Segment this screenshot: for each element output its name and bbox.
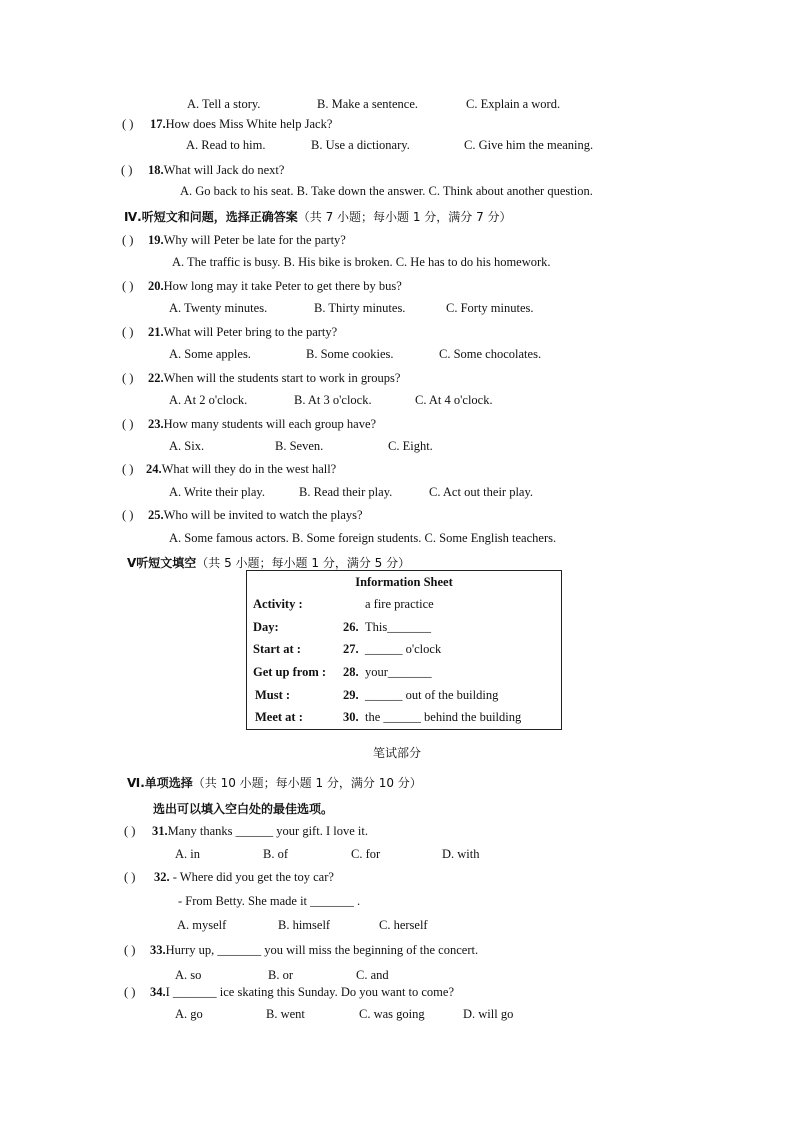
question-22 <box>148 371 400 386</box>
question-24 <box>146 462 336 477</box>
answer-blank-25[interactable]: ( ) <box>122 508 134 522</box>
q32-option-b[interactable]: B. himself <box>278 918 331 932</box>
question-text: Many thanks ______ your gift. I love it. <box>167 824 368 838</box>
info-label: Start at : <box>253 642 301 657</box>
question-number: 33. <box>150 943 166 957</box>
q33-option-a[interactable]: A. so <box>175 968 202 982</box>
info-number: 30. <box>343 710 359 725</box>
question-number: 19. <box>148 233 164 247</box>
question-text: How many students will each group have? <box>163 417 377 431</box>
q24-option-a[interactable]: A. Write their play. <box>169 485 265 499</box>
q17-option-c[interactable]: C. Give him the meaning. <box>464 138 594 152</box>
answer-blank-24[interactable]: ( ) <box>122 462 134 476</box>
info-row-meet <box>247 706 562 729</box>
question-text: I _______ ice skating this Sunday. Do you want to come? <box>165 985 455 999</box>
info-number: 26. <box>343 619 359 634</box>
info-number: 27. <box>343 642 359 657</box>
question-text: Hurry up, _______ you will miss the beginning of the concert. <box>165 943 479 957</box>
q33-option-c[interactable]: C. and <box>356 968 389 982</box>
q23-option-b[interactable]: B. Seven. <box>275 439 324 453</box>
written-part-heading: 笔试部分 <box>372 746 421 760</box>
q24-option-b[interactable]: B. Read their play. <box>299 485 393 499</box>
info-label: Must : <box>255 687 291 702</box>
question-text: Who will be invited to watch the plays? <box>163 508 363 522</box>
question-text: What will Peter bring to the party? <box>163 325 338 339</box>
q17-option-b[interactable]: B. Use a dictionary. <box>311 138 410 152</box>
info-number <box>343 594 365 617</box>
info-row-activity <box>247 594 562 617</box>
section-note: （共 5 小题；每小题 1 分，满分 5 分） <box>196 556 411 570</box>
question-text: When will the students start to work in groups? <box>163 371 401 385</box>
q16-option-a[interactable]: A. Tell a story. <box>187 97 261 111</box>
q20-option-a[interactable]: A. Twenty minutes. <box>169 301 268 315</box>
question-number: 20. <box>148 279 164 293</box>
question-18 <box>148 163 284 178</box>
section-note: （共 10 小题；每小题 1 分，满分 10 分） <box>192 776 422 790</box>
section-title: Ⅳ.听短文和问题，选择正确答案 <box>124 210 298 224</box>
question-number: 23. <box>148 417 164 431</box>
question-number: 32. <box>154 870 170 884</box>
q21-option-b[interactable]: B. Some cookies. <box>306 347 394 361</box>
q25-options[interactable]: A. Some famous actors. B. Some foreign students. C. Some English teachers. <box>169 531 557 545</box>
answer-blank-29[interactable]: ______ out of the building <box>365 687 499 702</box>
question-text: How does Miss White help Jack? <box>165 117 333 131</box>
question-25 <box>148 508 363 523</box>
question-17 <box>150 117 332 132</box>
answer-blank-20[interactable]: ( ) <box>122 279 134 293</box>
question-number: 25. <box>148 508 164 522</box>
info-number: 29. <box>343 687 359 702</box>
q21-option-c[interactable]: C. Some chocolates. <box>439 347 542 361</box>
question-34 <box>150 985 454 1000</box>
q22-option-a[interactable]: A. At 2 o'clock. <box>169 393 248 407</box>
info-number: 28. <box>343 665 359 680</box>
answer-blank-19[interactable]: ( ) <box>122 233 134 247</box>
q34-option-d[interactable]: D. will go <box>463 1007 514 1021</box>
question-19 <box>148 233 346 248</box>
answer-blank-32[interactable]: ( ) <box>124 870 136 884</box>
info-label: Day: <box>253 619 279 634</box>
question-number: 18. <box>148 163 164 177</box>
q17-option-a[interactable]: A. Read to him. <box>186 138 266 152</box>
q18-options[interactable]: A. Go back to his seat. B. Take down the answer. C. Think about another question. <box>180 184 593 198</box>
info-row-day <box>247 616 562 639</box>
info-sheet-title: Information Sheet <box>355 574 453 589</box>
q32-dialog-reply: - From Betty. She made it _______ . <box>178 894 361 908</box>
question-21 <box>148 325 337 340</box>
q24-option-c[interactable]: C. Act out their play. <box>429 485 534 499</box>
information-sheet <box>246 570 562 730</box>
question-text: - Where did you get the toy car? <box>172 870 334 884</box>
question-23 <box>148 417 376 432</box>
question-text: How long may it take Peter to get there by bus? <box>163 279 402 293</box>
q16-option-b[interactable]: B. Make a sentence. <box>317 97 419 111</box>
q32-option-a[interactable]: A. myself <box>177 918 227 932</box>
q23-option-a[interactable]: A. Six. <box>169 439 205 453</box>
answer-blank-31[interactable]: ( ) <box>124 824 136 838</box>
q31-option-c[interactable]: C. for <box>351 847 381 861</box>
answer-blank-22[interactable]: ( ) <box>122 371 134 385</box>
q22-option-c[interactable]: C. At 4 o'clock. <box>415 393 493 407</box>
q19-options[interactable]: A. The traffic is busy. B. His bike is broken. C. He has to do his homework. <box>172 255 551 269</box>
q34-option-c[interactable]: C. was going <box>359 1007 425 1021</box>
q33-option-b[interactable]: B. or <box>268 968 293 982</box>
question-number: 17. <box>150 117 166 131</box>
answer-blank-23[interactable]: ( ) <box>122 417 134 431</box>
question-31 <box>152 824 368 839</box>
info-label: Meet at : <box>255 710 303 725</box>
info-row-get-up <box>247 661 562 684</box>
question-text: What will Jack do next? <box>163 163 285 177</box>
question-number: 31. <box>152 824 168 838</box>
q23-option-c[interactable]: C. Eight. <box>388 439 433 453</box>
section-4-heading <box>124 208 512 225</box>
question-text: Why will Peter be late for the party? <box>163 233 346 247</box>
q16-option-c[interactable]: C. Explain a word. <box>466 97 561 111</box>
q22-option-b[interactable]: B. At 3 o'clock. <box>294 393 372 407</box>
question-text: What will they do in the west hall? <box>161 462 337 476</box>
info-label: Get up from : <box>253 665 327 680</box>
q20-option-b[interactable]: B. Thirty minutes. <box>314 301 406 315</box>
answer-blank-28[interactable]: your_______ <box>365 665 432 680</box>
q21-option-a[interactable]: A. Some apples. <box>169 347 251 361</box>
question-number: 34. <box>150 985 166 999</box>
q34-option-b[interactable]: B. went <box>266 1007 305 1021</box>
info-value: a fire practice <box>365 597 434 612</box>
question-20 <box>148 279 402 294</box>
question-number: 24. <box>146 462 162 476</box>
section-6-instruction: 选出可以填入空白处的最佳选项。 <box>153 802 334 816</box>
answer-blank-17[interactable]: ( ) <box>122 117 134 131</box>
answer-blank-30[interactable]: the ______ behind the building <box>365 710 522 725</box>
q31-option-b[interactable]: B. of <box>263 847 288 861</box>
answer-blank-33[interactable]: ( ) <box>124 943 136 957</box>
section-title: Ⅴ听短文填空 <box>127 556 197 570</box>
section-5-heading <box>127 554 410 571</box>
info-row-start <box>247 639 562 662</box>
section-title: Ⅵ.单项选择 <box>127 776 193 790</box>
q20-option-c[interactable]: C. Forty minutes. <box>446 301 534 315</box>
q31-option-a[interactable]: A. in <box>175 847 200 861</box>
question-number: 21. <box>148 325 164 339</box>
answer-blank-27[interactable]: ______ o'clock <box>365 642 442 657</box>
q32-option-c[interactable]: C. herself <box>379 918 428 932</box>
info-row-must <box>247 684 562 707</box>
q34-option-a[interactable]: A. go <box>175 1007 203 1021</box>
answer-blank-18[interactable]: ( ) <box>121 163 133 177</box>
section-note: （共 7 小题；每小题 1 分，满分 7 分） <box>297 210 512 224</box>
question-32 <box>154 870 334 885</box>
info-label: Activity : <box>253 597 303 612</box>
answer-blank-21[interactable]: ( ) <box>122 325 134 339</box>
q31-option-d[interactable]: D. with <box>442 847 480 861</box>
answer-blank-26[interactable]: This_______ <box>365 619 431 634</box>
section-6-heading <box>127 774 422 791</box>
question-number: 22. <box>148 371 164 385</box>
answer-blank-34[interactable]: ( ) <box>124 985 136 999</box>
question-33 <box>150 943 478 958</box>
